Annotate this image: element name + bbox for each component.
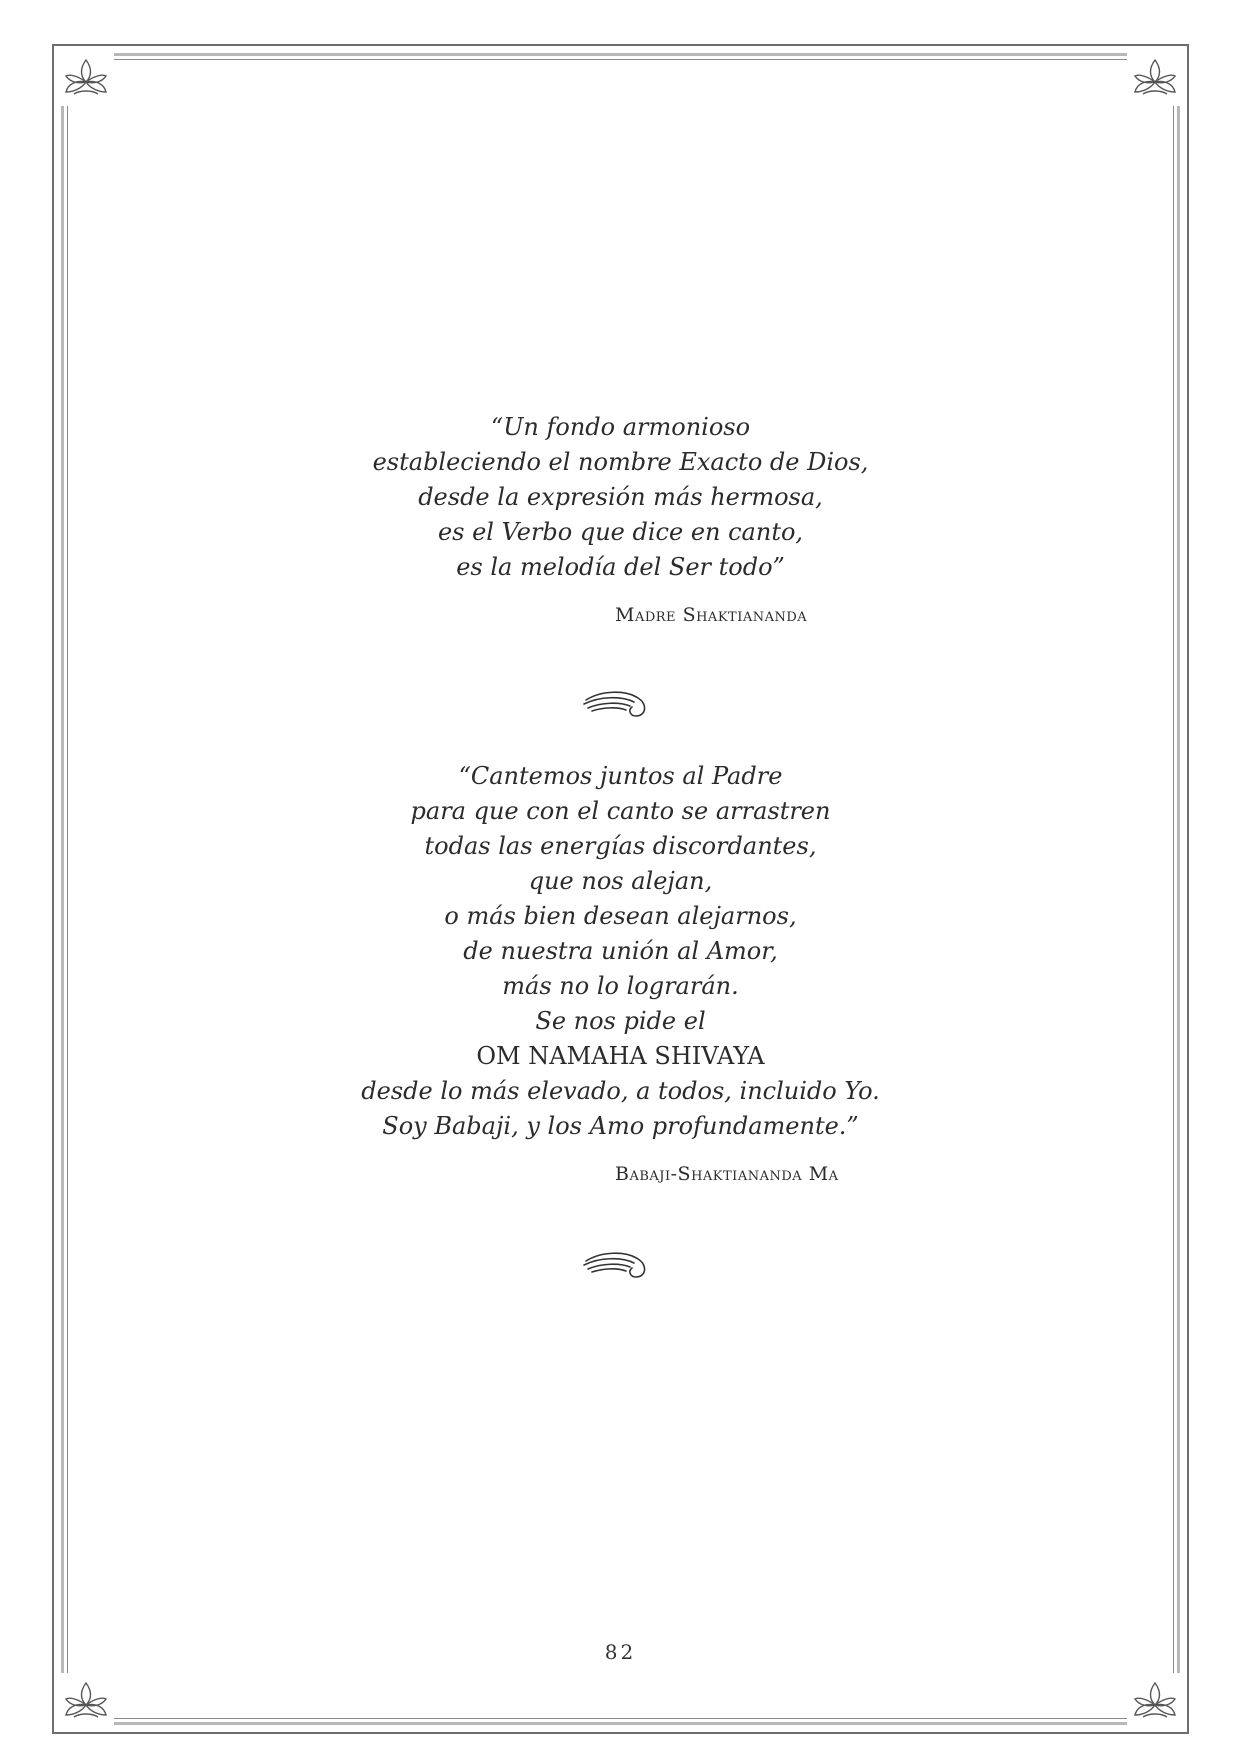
- quote-line: para que con el canto se arrastren: [410, 797, 831, 825]
- quote-line: más no lo lograrán.: [502, 972, 739, 1000]
- quote-madre-shaktiananda: [0, 410, 1241, 585]
- lotus-flower-icon: [1127, 1673, 1183, 1729]
- quote-line: Se nos pide el: [535, 1007, 706, 1035]
- quote-line: desde la expresión más hermosa,: [418, 483, 823, 511]
- lotus-flower-icon: [58, 1673, 114, 1729]
- quote-line: desde lo más elevado, a todos, incluido Yo.: [361, 1077, 880, 1105]
- lotus-flower-icon: [1127, 50, 1183, 106]
- quote-line: es el Verbo que dice en canto,: [437, 518, 804, 546]
- quote-babaji-shaktiananda: [0, 759, 1241, 1144]
- quote-line: estableciendo el nombre Exacto de Dios,: [372, 448, 869, 476]
- quote-line: “Un fondo armonioso: [490, 413, 751, 441]
- mantra-line: OM NAMAHA SHIVAYA: [476, 1042, 765, 1070]
- page-number: 82: [604, 1640, 637, 1664]
- quote-line: que nos alejan,: [528, 867, 713, 895]
- lotus-flower-icon: [58, 50, 114, 106]
- quote-line: todas las energías discordantes,: [424, 832, 817, 860]
- quote-line: de nuestra unión al Amor,: [463, 937, 778, 965]
- swirl-divider-icon: [580, 682, 656, 726]
- quote-author: Babaji-Shaktiananda Ma: [615, 1163, 839, 1185]
- quote-line: Soy Babaji, y los Amo profundamente.”: [382, 1112, 859, 1140]
- quote-line: “Cantemos juntos al Padre: [458, 762, 783, 790]
- quote-author: Madre Shaktiananda: [615, 604, 808, 626]
- quote-line: o más bien desean alejarnos,: [444, 902, 797, 930]
- quote-line: es la melodía del Ser todo”: [456, 553, 785, 581]
- swirl-divider-icon: [580, 1243, 656, 1287]
